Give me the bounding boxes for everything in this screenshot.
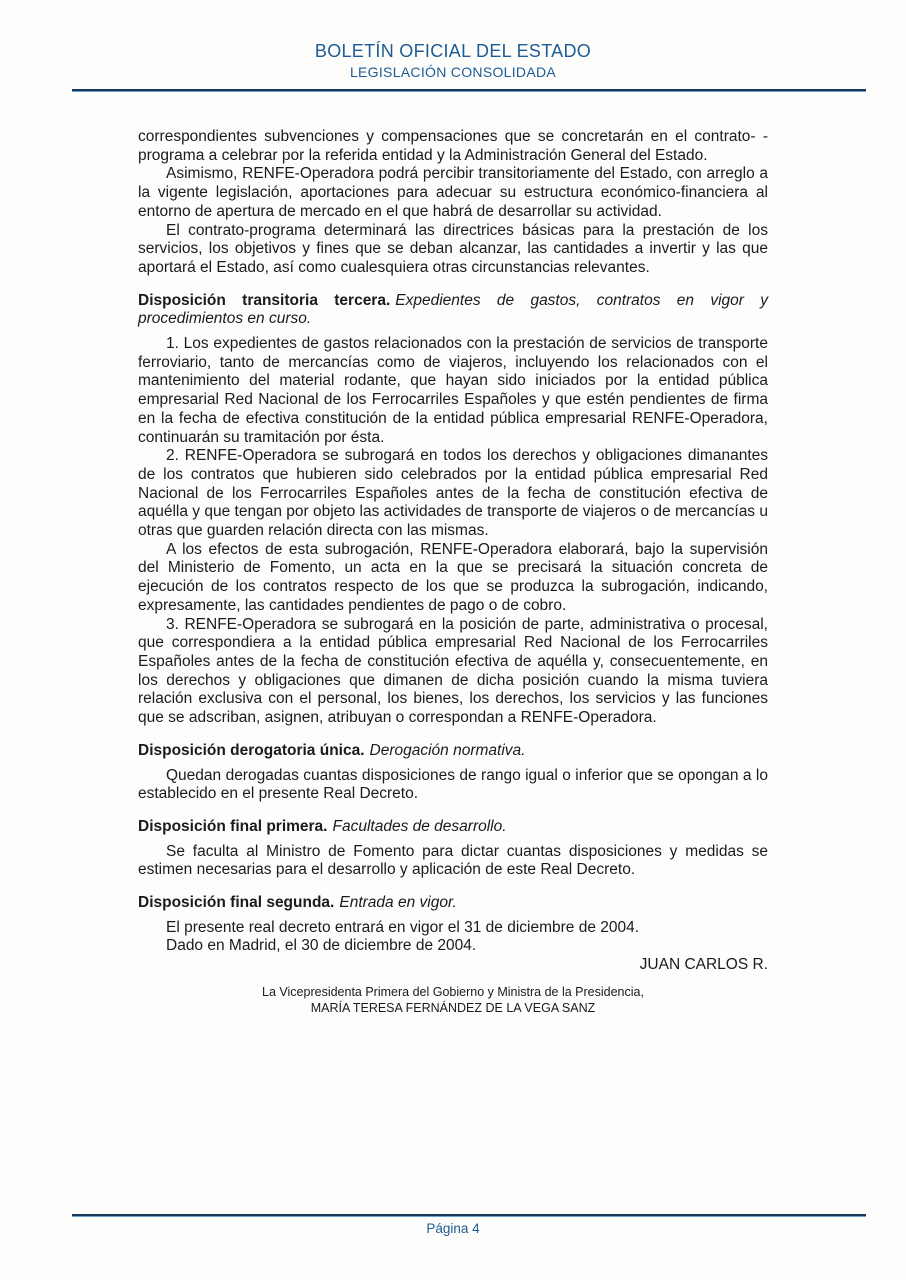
section-label: Disposición final segunda. xyxy=(138,894,335,912)
section-heading-derogatoria-unica xyxy=(138,742,768,761)
section-paragraph: Dado en Madrid, el 30 de diciembre de 2004. xyxy=(166,937,477,955)
signature-king: JUAN CARLOS R. xyxy=(639,956,768,974)
section-paragraph: 2. RENFE-Operadora se subrogará en todos los derechos y obligaciones dimanantes de los contratos que hubieren sido celebrados por la entidad pública empresarial Red Nacional de los Ferrocarriles Españoles antes de la fecha de constitución efectiva de aquélla y que tengan por objeto las actividades de transporte de viajeros o de mercancías u otras que guarden relación directa con las mismas. xyxy=(138,447,768,540)
section-paragraph: 1. Los expedientes de gastos relacionados con la prestación de servicios de transporte ferroviario, tanto de mercancías como de viajeros, incluyendo los relacionados con el mantenimiento del material rodante, que hayan sido iniciados por la entidad pública empresarial Red Nacional de los Ferrocarriles Españoles y que estén pendientes de firma en la fecha de efectiva constitución de la entidad pública empresarial RENFE-Operadora, continuarán su tramitación por ésta. xyxy=(138,335,768,446)
page-header xyxy=(0,0,906,92)
page-number: Página 4 xyxy=(426,1221,480,1236)
intro-paragraph: Asimismo, RENFE-Operadora podrá percibir transitoriamente del Estado, con arreglo a la vigente legislación, aportaciones para adecuar su estructura económico-financiera al entorno de apertura de mercado en el que habrá de desarrollar su actividad. xyxy=(138,165,768,220)
section-heading-final-primera xyxy=(138,818,768,837)
section-heading-transitoria-tercera xyxy=(138,292,768,329)
section-paragraph: Quedan derogadas cuantas disposiciones de rango igual o inferior que se opongan a lo establecido en el presente Real Decreto. xyxy=(138,766,768,803)
section-paragraph: A los efectos de esta subrogación, RENFE-Operadora elaborará, bajo la supervisión del Ministerio de Fomento, un acta en la que se precisará la situación concreta de ejecución de los contratos respecto de los que se produzca la subrogación, indicando, expresamente, las cantidades pendientes de pago o de cobro. xyxy=(138,540,768,614)
section-label: Disposición final primera. xyxy=(138,817,328,835)
section-desc: Expedientes de gastos, contratos en vigor y procedimientos en curso. xyxy=(138,291,768,328)
section-desc: Entrada en vigor. xyxy=(339,894,457,912)
section-paragraph: 3. RENFE-Operadora se subrogará en la posición de parte, administrativa o procesal, que correspondiera a la entidad pública empresarial Red Nacional de los Ferrocarriles Españoles antes de la fecha de constitución efectiva de aquélla y, consecuentemente, en los derechos y obligaciones que dimanen de dicha posición cuando la misma tuviera relación exclusiva con el personal, los bienes, los derechos, los servicios y las funciones que se adscriban, asignen, atribuyan o correspondan a RENFE-Operadora. xyxy=(138,615,768,727)
section-paragraph: Se faculta al Ministro de Fomento para dictar cuantas disposiciones y medidas se estimen necesarias para el desarrollo y aplicación de este Real Decreto. xyxy=(138,842,768,879)
intro-paragraph: El contrato-programa determinará las directrices básicas para la prestación de los servicios, los objetivos y fines que se deban alcanzar, las cantidades a invertir y las que aportará el Estado, así como cualesquiera otras circunstancias relevantes. xyxy=(138,221,768,276)
signature-block xyxy=(138,984,768,1016)
section-heading-final-segunda xyxy=(138,894,768,913)
document-body xyxy=(138,128,768,1016)
section-desc: Facultades de desarrollo. xyxy=(332,817,507,835)
intro-paragraph-continuation: correspondientes subvenciones y compensaciones que se concretarán en el contrato- -programa a celebrar por la referida entidad y la Administración General del Estado. xyxy=(138,128,768,164)
signature-name: MARÍA TERESA FERNÁNDEZ DE LA VEGA SANZ xyxy=(310,1000,596,1015)
footer-rule xyxy=(72,1214,866,1217)
section-label: Disposición derogatoria única. xyxy=(138,741,365,759)
section-paragraph: El presente real decreto entrará en vigor el 31 de diciembre de 2004. xyxy=(166,918,640,936)
header-rule xyxy=(72,89,866,92)
boe-title: BOLETÍN OFICIAL DEL ESTADO xyxy=(314,41,592,61)
section-label: Disposición transitoria tercera. xyxy=(138,291,391,309)
boe-subtitle: LEGISLACIÓN CONSOLIDADA xyxy=(349,64,557,80)
section-desc: Derogación normativa. xyxy=(369,741,526,759)
signature-role: La Vicepresidenta Primera del Gobierno y Ministra de la Presidencia, xyxy=(262,984,644,999)
